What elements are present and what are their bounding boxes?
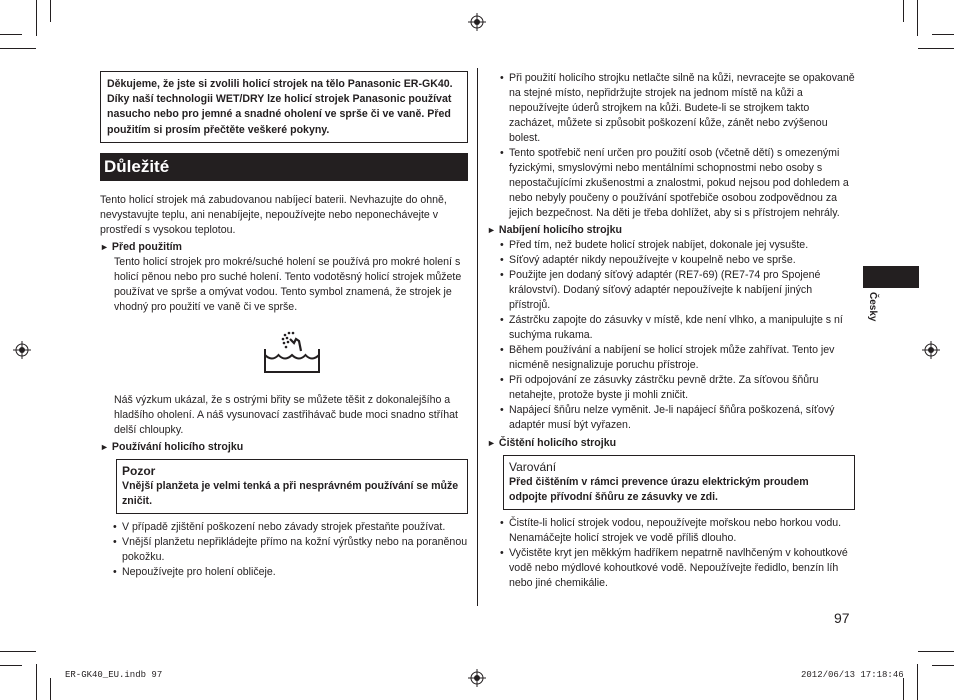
caution-box: [116, 459, 468, 514]
warning-title: Varování: [509, 460, 557, 474]
crop-mark: [0, 665, 22, 666]
list-item: • Před tím, než budete holicí strojek nabíjet, dokonale jej vysušte.: [487, 238, 855, 253]
arrow-right-icon: ►: [487, 225, 496, 235]
arrow-right-icon: ►: [100, 241, 109, 252]
crop-mark: [917, 0, 918, 36]
list-item: • Při použití holicího strojku netlačte silně na kůži, nevracejte se opakovaně na stejné místo, nepřidržujte strojek na jednom místě na kůži a nepoužívejte úderů strojkem na kůži. Budete-li se strojkem takto zacházet, můžete si způsobit poškození kůže, zánět nebo zvýšenou bolest.: [487, 71, 855, 146]
page-number: 97: [834, 610, 850, 626]
warning-box: [503, 455, 855, 510]
before-use-heading: ► Před použitím: [100, 240, 182, 253]
before-use-text: Tento holicí strojek pro mokré/suché holení se používá pro mokré holení s holicí pěnou nebo pro suché holení. Tento vodotěsný holicí strojek můžete používat ve sprše a omývat vodou. Tento symbol znamená, že strojek je vhodný pro použití ve vaně či ve sprše.: [114, 255, 462, 313]
footer-file-info: ER-GK40_EU.indb 97: [65, 670, 163, 680]
registration-mark-icon: [922, 341, 940, 359]
using-heading: ► Používání holicího strojku: [100, 440, 244, 453]
crop-mark: [932, 665, 954, 666]
battery-text: Tento holicí strojek má zabudovanou nabíjecí baterii. Nevhazujte do ohně, nevystavujte teplu, ani nenabíjejte, nepoužívejte nebo neponechávejte v prostředí s vysokou teplotou.: [100, 193, 447, 236]
list-item: • V případě zjištění poškození nebo závady strojek přestaňte používat.: [100, 520, 468, 535]
crop-mark: [50, 678, 51, 700]
list-item: • Síťový adaptér nikdy nepoužívejte v koupelně nebo ve sprše.: [487, 253, 855, 268]
crop-mark: [932, 34, 954, 35]
arrow-right-icon: ►: [100, 441, 109, 452]
crop-mark: [0, 651, 36, 652]
section-title: Důležité: [100, 153, 468, 181]
crop-mark: [918, 651, 954, 652]
intro-box: Děkujeme, že jste si zvolili holicí strojek na tělo Panasonic ER-GK40. Díky naší technologii WET/DRY lze holicí strojek Panasonic používat nasucho nebo pro jemné a snadné oholení ve sprše či ve vaně. Před použitím si prosím přečtěte veškeré pokyny.: [100, 71, 468, 143]
research-text: Náš výzkum ukázal, že s ostrými břity se můžete těšit z dokonalejšího a hladšího oholení. A náš vysunovací zastřihávač bude moci snadno stříhat delší chloupky.: [114, 393, 458, 436]
list-item: • Tento spotřebič není určen pro použití osob (včetně dětí) s omezenými fyzickými, smyslovými nebo mentálními schopnostmi nebo osoby s nepostačujícími zkušenostmi a znalostmi, pokud nejsou pod dohledem a nebo nebyly poučeny o používání spotřebiče osobou zodpovědnou za jejich bezpečnost. Na děti je třeba dohlížet, aby si s přístrojem nehrály.: [487, 146, 855, 221]
right-column: [487, 71, 855, 591]
registration-mark-icon: [468, 13, 486, 31]
crop-mark: [0, 34, 22, 35]
crop-mark: [918, 48, 954, 49]
list-item: • Během používání a nabíjení se holicí strojek může zahřívat. Tento jev nicméně nesignalizuje poruchu přístroje.: [487, 343, 855, 373]
crop-mark: [36, 0, 37, 36]
shower-bath-icon: [263, 329, 321, 375]
footer-timestamp: 2012/06/13 17:18:46: [801, 670, 904, 680]
left-column: [100, 71, 468, 580]
list-item: • Napájecí šňůru nelze vyměnit. Je-li napájecí šňůra poškozená, síťový adaptér musí být vyřazen.: [487, 403, 855, 433]
list-item: • Použijte jen dodaný síťový adaptér (RE7-69) (RE7-74 pro Spojené království). Dodaný síťový adaptér nepoužívejte k nabíjení jiných přístrojů.: [487, 268, 855, 313]
using-bullets: [100, 520, 468, 580]
list-item: • Vyčistěte kryt jen měkkým hadříkem nepatrně navlhčeným v kohoutkové vodě nebo mýdlové kohoutkové vodě. Nepoužívejte ředidlo, benzín líh nebo jiné chemikálie.: [487, 546, 855, 591]
cleaning-bullets: [487, 516, 855, 591]
list-item: • Zástrčku zapojte do zásuvky v místě, kde není vlhko, a manipulujte s ní suchýma rukama.: [487, 313, 855, 343]
registration-mark-icon: [13, 341, 31, 359]
list-item: • Při odpojování ze zásuvky zástrčku pevně držte. Za síťovou šňůru netahejte, protože byste ji mohli zničit.: [487, 373, 855, 403]
charging-bullets: [487, 238, 855, 433]
column-divider: [477, 68, 478, 606]
arrow-right-icon: ►: [487, 438, 496, 448]
crop-mark: [903, 678, 904, 700]
list-item: • Vnější planžetu nepřikládejte přímo na kožní výrůstky nebo na poraněnou pokožku.: [100, 535, 468, 565]
language-label: Česky: [867, 292, 878, 322]
warning-text: Před čištěním v rámci prevence úrazu elektrickým proudem odpojte přívodní šňůru ze zásuvky ve zdi.: [509, 476, 809, 503]
shower-icon-container: [100, 315, 468, 393]
list-item: • Nepoužívejte pro holení obličeje.: [100, 565, 468, 580]
caution-title: Pozor: [122, 463, 156, 478]
right-top-bullets: [487, 71, 855, 221]
crop-mark: [0, 48, 36, 49]
crop-mark: [36, 664, 37, 700]
list-item: • Čistíte-li holicí strojek vodou, nepoužívejte mořskou nebo horkou vodu. Nenamáčejte holicí strojek ve vodě příliš dlouho.: [487, 516, 855, 546]
crop-mark: [917, 664, 918, 700]
crop-mark: [50, 0, 51, 22]
language-tab: [863, 266, 919, 288]
charging-heading: ► Nabíjení holicího strojku: [487, 224, 622, 236]
cleaning-heading: ► Čištění holicího strojku: [487, 437, 617, 449]
crop-mark: [903, 0, 904, 22]
registration-mark-icon: [468, 669, 486, 687]
caution-text: Vnější planžeta je velmi tenká a při nesprávném používání se může zničit.: [122, 479, 459, 507]
